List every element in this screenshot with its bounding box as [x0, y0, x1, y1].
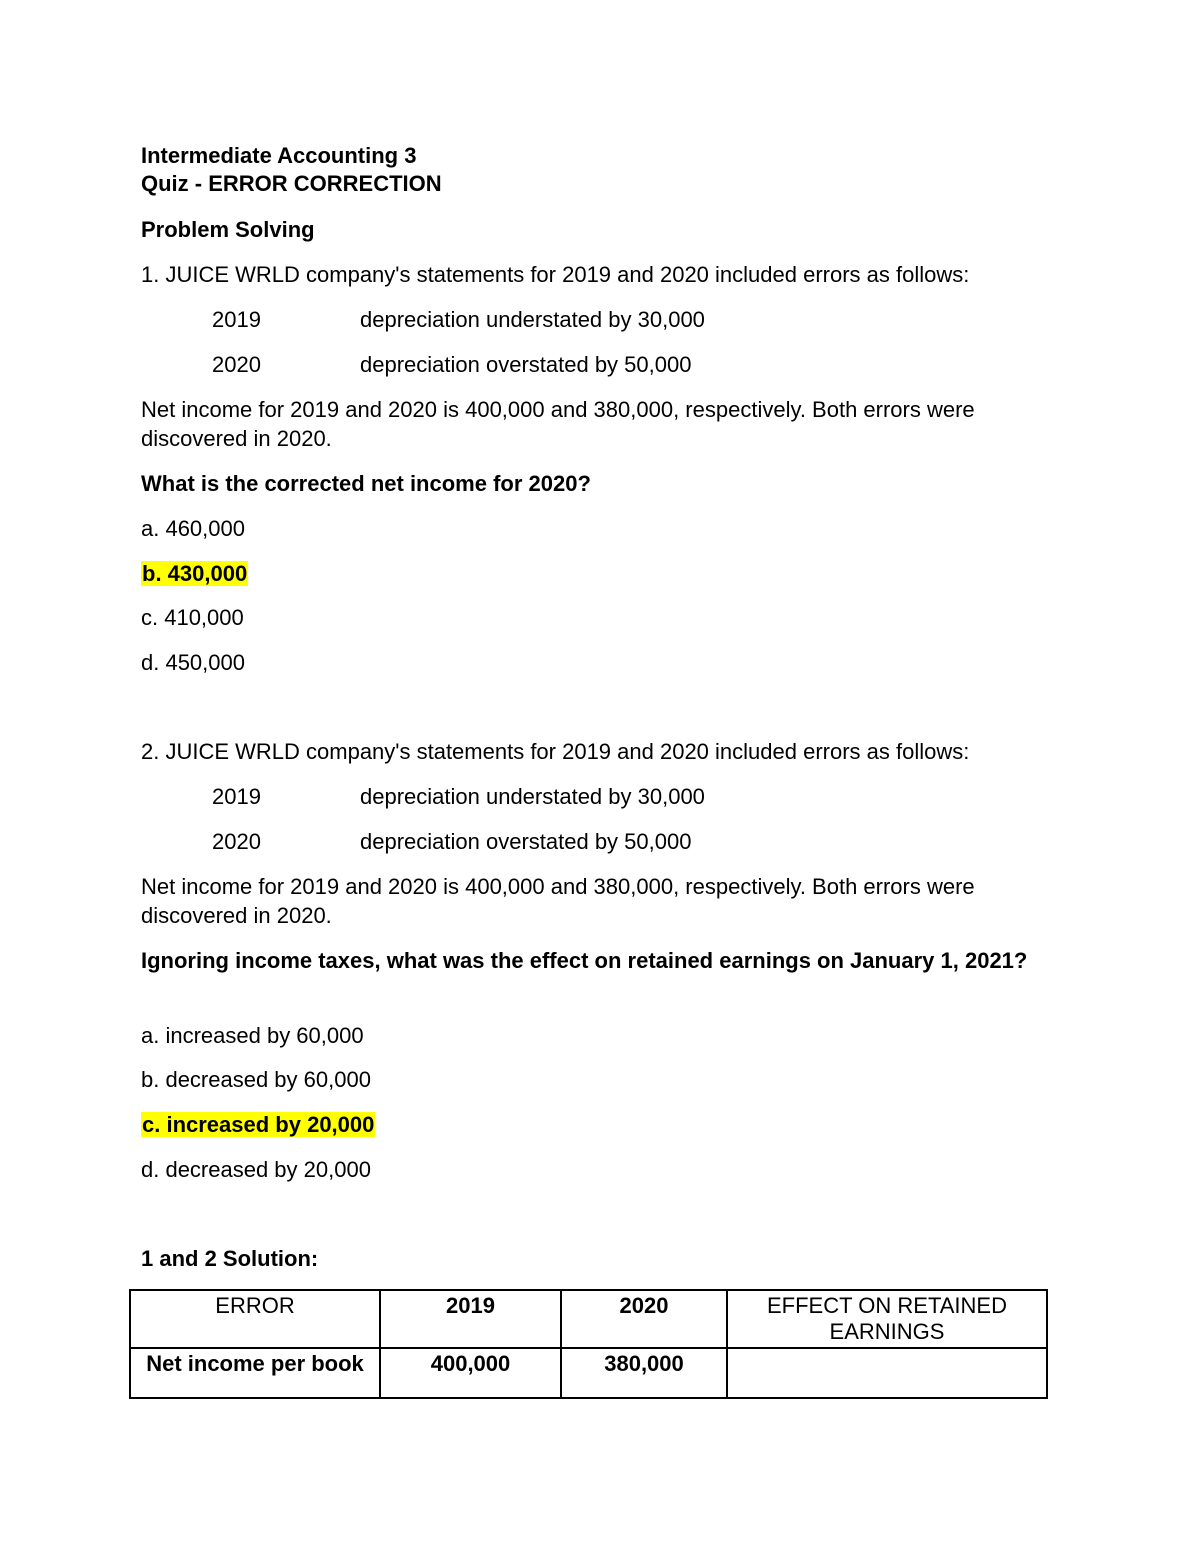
- column-header-2020: 2020: [561, 1290, 727, 1348]
- problem-1-choice-b-correct: [141, 559, 248, 588]
- column-header-2019: 2019: [380, 1290, 561, 1348]
- problem-1-question: What is the corrected net income for 2020?: [141, 471, 591, 496]
- problem-1-error-year: 2020: [212, 352, 261, 377]
- problem-2-error-year: 2020: [212, 829, 261, 854]
- problem-1-choice-a: a. 460,000: [141, 516, 245, 541]
- problem-1-note: Net income for 2019 and 2020 is 400,000 and 380,000, respectively. Both errors were discovered in 2020.: [141, 397, 975, 451]
- course-title: Intermediate Accounting 3: [141, 143, 417, 168]
- table-header-row: [130, 1290, 1047, 1348]
- problem-2-note: Net income for 2019 and 2020 is 400,000 and 380,000, respectively. Both errors were discovered in 2020.: [141, 874, 975, 928]
- problem-1-error-desc: depreciation overstated by 50,000: [360, 352, 692, 377]
- quiz-title: Quiz - ERROR CORRECTION: [141, 171, 442, 196]
- table-cell-effect: [727, 1348, 1047, 1398]
- column-header-error: ERROR: [130, 1290, 380, 1348]
- problem-2-question: Ignoring income taxes, what was the effect on retained earnings on January 1, 2021?: [141, 948, 1028, 973]
- table-cell-error: Net income per book: [130, 1348, 380, 1398]
- column-header-effect: EFFECT ON RETAINED EARNINGS: [727, 1290, 1047, 1348]
- problem-2-intro: 2. JUICE WRLD company's statements for 2019 and 2020 included errors as follows:: [141, 739, 970, 764]
- correct-answer-highlight: c. increased by 20,000: [142, 1112, 375, 1137]
- problem-2-choice-a: a. increased by 60,000: [141, 1023, 364, 1048]
- section-heading: Problem Solving: [141, 217, 315, 242]
- problem-1-choice-d: d. 450,000: [141, 650, 245, 675]
- table-row: [130, 1348, 1047, 1398]
- correct-answer-highlight: b. 430,000: [142, 561, 248, 586]
- problem-2-choice-d: d. decreased by 20,000: [141, 1157, 371, 1182]
- problem-2-choice-b: b. decreased by 60,000: [141, 1067, 371, 1092]
- problem-2-error-desc: depreciation overstated by 50,000: [360, 829, 692, 854]
- problem-1-choice-c: c. 410,000: [141, 605, 244, 630]
- problem-2-choice-c-correct: [141, 1110, 375, 1139]
- table-cell-2019: 400,000: [380, 1348, 561, 1398]
- solution-table: [129, 1289, 1048, 1399]
- table-cell-2020: 380,000: [561, 1348, 727, 1398]
- problem-1-intro: 1. JUICE WRLD company's statements for 2019 and 2020 included errors as follows:: [141, 262, 970, 287]
- problem-1-error-desc: depreciation understated by 30,000: [360, 307, 705, 332]
- problem-2-error-year: 2019: [212, 784, 261, 809]
- solution-heading: 1 and 2 Solution:: [141, 1246, 319, 1271]
- problem-1-error-year: 2019: [212, 307, 261, 332]
- problem-2-error-desc: depreciation understated by 30,000: [360, 784, 705, 809]
